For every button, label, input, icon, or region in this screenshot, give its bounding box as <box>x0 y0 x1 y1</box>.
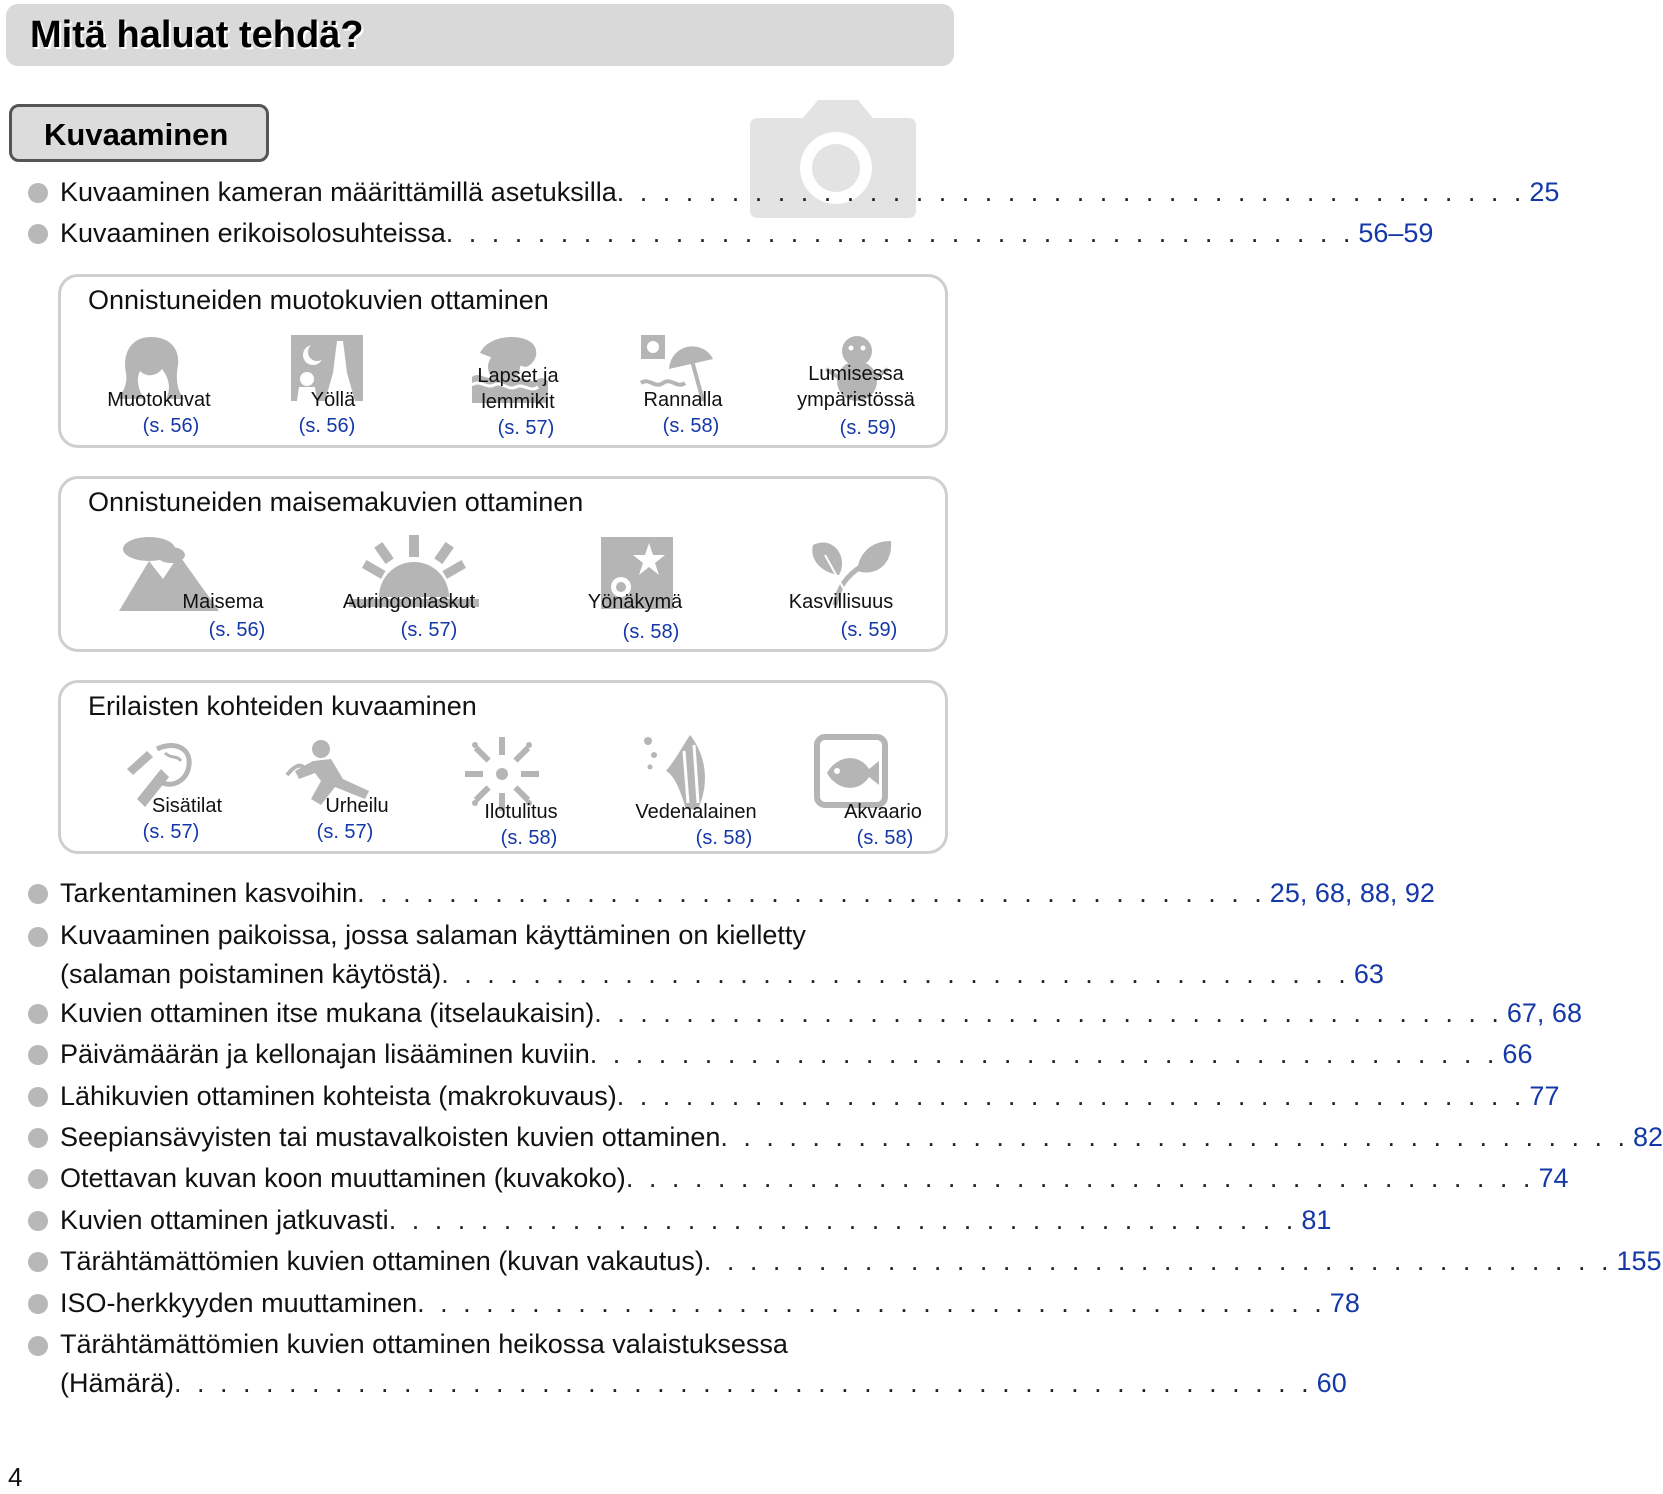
entry-text-line1: Kuvaaminen paikoissa, jossa salaman käyttäminen on kielletty <box>60 920 806 950</box>
entry-text: Kuvien ottaminen jatkuvasti <box>60 1205 389 1235</box>
scene-page-ref[interactable]: (s. 59) <box>839 417 897 439</box>
bullet-icon <box>28 1336 48 1356</box>
entry-page-link[interactable]: 56–59 <box>1358 218 1434 248</box>
entry-page-link[interactable]: 82 <box>1633 1122 1663 1152</box>
scene-label: Ilotulitus <box>484 801 558 823</box>
entry-face-detection <box>28 873 1435 914</box>
scene-foliage[interactable] <box>761 535 921 641</box>
entry-macro <box>28 1076 1560 1117</box>
scene-label: Vedenalainen <box>635 801 757 823</box>
entry-image-size <box>28 1158 1569 1199</box>
entry-low-light <box>28 1325 1347 1404</box>
entry-text: Kuvien ottaminen itse mukana (itselaukaisin) <box>60 998 595 1028</box>
scene-snow[interactable] <box>776 333 936 439</box>
scene-landscape[interactable] <box>121 535 281 641</box>
panel-heading: Erilaisten kohteiden kuvaaminen <box>88 691 477 721</box>
scene-beach[interactable] <box>599 333 759 437</box>
entry-self-timer <box>28 993 1582 1034</box>
scene-page-ref[interactable]: (s. 57) <box>497 417 555 439</box>
scene-night[interactable] <box>241 333 401 437</box>
scene-label: Yöllä <box>310 389 356 411</box>
entry-page-link[interactable]: 67, 68 <box>1506 998 1582 1028</box>
scene-page-ref[interactable]: (s. 57) <box>316 821 374 843</box>
panel-heading: Onnistuneiden maisemakuvien ottaminen <box>88 487 584 517</box>
scene-label: Muotokuvat <box>107 389 211 411</box>
entry-text: (Hämärä) <box>60 1368 175 1398</box>
entry-text: Tärähtämättömien kuvien ottaminen (kuvan vakautus) <box>60 1246 704 1276</box>
scene-page-ref[interactable]: (s. 56) <box>298 415 356 437</box>
entry-page-link[interactable]: 74 <box>1538 1163 1569 1193</box>
scene-page-ref[interactable]: (s. 57) <box>400 619 458 641</box>
entry-text-line1: Tärähtämättömien kuvien ottaminen heikossa valaistuksessa <box>60 1329 788 1359</box>
entry-text: Kuvaaminen kameran määrittämillä asetuksilla <box>60 177 617 207</box>
entry-special-conditions <box>28 213 1434 254</box>
scene-night-scene[interactable] <box>561 535 721 643</box>
leader-dots: . . . . . . . . . . . . . . . . . . . . . . . . . . . . . . . . . . . . . . . . <box>625 1163 1535 1193</box>
entry-page-link[interactable]: 78 <box>1329 1288 1360 1318</box>
scene-label: Lumisessa ympäristössä <box>797 363 915 411</box>
entry-iso <box>28 1283 1360 1324</box>
panel-portraits <box>58 274 948 448</box>
scene-label: Maisema <box>182 591 264 613</box>
leader-dots: . . . . . . . . . . . . . . . . . . . . . . . . . . . . . . . . . . . . . . . . . . . . . . . . . . <box>174 1368 1313 1398</box>
scene-page-ref[interactable]: (s. 58) <box>500 827 558 849</box>
scene-page-ref[interactable]: (s. 58) <box>856 827 914 849</box>
scene-page-ref[interactable]: (s. 57) <box>142 821 200 843</box>
entry-text: Lähikuvien ottaminen kohteista (makrokuvaus) <box>60 1081 617 1111</box>
entry-flash-off <box>28 916 1384 995</box>
scene-label: Urheilu <box>325 795 389 817</box>
leader-dots: . . . . . . . . . . . . . . . . . . . . . . . . . . . . . . . . . . . . . . . . <box>445 218 1355 248</box>
title-bar <box>6 4 954 66</box>
entry-text: Seepiansävyisten tai mustavalkoisten kuvien ottaminen <box>60 1122 721 1152</box>
entry-text: Päivämäärän ja kellonajan lisääminen kuviin <box>60 1039 590 1069</box>
leader-dots: . . . . . . . . . . . . . . . . . . . . . . . . . . . . . . . . . . . . . . . . <box>417 1288 1326 1318</box>
entry-page-link[interactable]: 155 <box>1616 1246 1662 1276</box>
entry-text: (salaman poistaminen käytöstä) <box>60 959 442 989</box>
scene-page-ref[interactable]: (s. 56) <box>208 619 266 641</box>
scene-portrait[interactable] <box>71 333 231 437</box>
scene-label: Auringonlaskut <box>342 591 476 613</box>
entry-text: Tarkentaminen kasvoihin <box>60 878 358 908</box>
panel-landscapes <box>58 476 948 652</box>
scene-indoor[interactable] <box>111 739 271 843</box>
entry-text: Kuvaaminen erikoisolosuhteissa <box>60 218 446 248</box>
entry-page-link[interactable]: 66 <box>1502 1039 1533 1069</box>
scene-kids-pets[interactable] <box>436 333 596 439</box>
panel-special-subjects <box>58 680 948 854</box>
entry-auto-mode <box>28 172 1560 213</box>
entry-date-stamp <box>28 1034 1533 1075</box>
scene-aquarium[interactable] <box>791 739 951 849</box>
scene-page-ref[interactable]: (s. 58) <box>662 415 720 437</box>
scene-page-ref[interactable]: (s. 58) <box>622 621 680 643</box>
page-number: 4 <box>8 1462 23 1492</box>
scene-label: Lapset ja lemmikit <box>477 365 559 413</box>
leader-dots: . . . . . . . . . . . . . . . . . . . . . . . . . . . . . . . . . . . . . . . . <box>589 1039 1499 1069</box>
scene-label: Akvaario <box>844 801 922 823</box>
scene-underwater[interactable] <box>616 739 776 849</box>
entry-continuous <box>28 1200 1332 1241</box>
leader-dots: . . . . . . . . . . . . . . . . . . . . . . . . . . . . . . . . . . . . . . . . <box>703 1246 1613 1276</box>
scene-fireworks[interactable] <box>441 739 601 849</box>
leader-dots: . . . . . . . . . . . . . . . . . . . . . . . . . . . . . . . . . . . . . . . . <box>616 1081 1526 1111</box>
panel-heading: Onnistuneiden muotokuvien ottaminen <box>88 285 549 315</box>
scene-page-ref[interactable]: (s. 56) <box>142 415 200 437</box>
leader-dots: . . . . . . . . . . . . . . . . . . . . . . . . . . . . . . . . . . . . . . . . <box>720 1122 1629 1152</box>
aquarium-icon <box>813 733 889 809</box>
scene-sports[interactable] <box>271 739 431 843</box>
page-title: Mitä haluat tehdä? <box>30 14 364 56</box>
scene-page-ref[interactable]: (s. 58) <box>695 827 753 849</box>
entry-text: ISO-herkkyyden muuttaminen <box>60 1288 418 1318</box>
leader-dots: . . . . . . . . . . . . . . . . . . . . . . . . . . . . . . . . . . . . . . . . <box>594 998 1503 1028</box>
entry-text: Otettavan kuvan koon muuttaminen (kuvakoko) <box>60 1163 626 1193</box>
entry-image-stabilizer <box>28 1241 1662 1282</box>
scene-label: Yönäkymä <box>587 591 683 613</box>
scene-page-ref[interactable]: (s. 59) <box>840 619 898 641</box>
bullet-icon <box>28 927 48 947</box>
leader-dots: . . . . . . . . . . . . . . . . . . . . . . . . . . . . . . . . . . . . . . . . <box>616 177 1526 207</box>
entry-page-link[interactable]: 60 <box>1316 1368 1347 1398</box>
entry-page-link[interactable]: 77 <box>1529 1081 1560 1111</box>
leader-dots: . . . . . . . . . . . . . . . . . . . . . . . . . . . . . . . . . . . . . . . . <box>357 878 1266 908</box>
entry-page-link[interactable]: 25 <box>1529 177 1560 207</box>
scene-label: Kasvillisuus <box>788 591 894 613</box>
scene-label: Sisätilat <box>151 795 223 817</box>
entry-page-link[interactable]: 25, 68, 88, 92 <box>1269 878 1435 908</box>
section-tab-label: Kuvaaminen <box>44 117 229 152</box>
scene-label: Rannalla <box>643 389 723 411</box>
leader-dots: . . . . . . . . . . . . . . . . . . . . . . . . . . . . . . . . . . . . . . . . <box>388 1205 1298 1235</box>
section-tab <box>9 104 269 162</box>
entry-page-link[interactable]: 63 <box>1353 959 1384 989</box>
scene-sunset[interactable] <box>329 535 489 641</box>
entry-page-link[interactable]: 81 <box>1301 1205 1332 1235</box>
entry-sepia-bw <box>28 1117 1663 1158</box>
leader-dots: . . . . . . . . . . . . . . . . . . . . . . . . . . . . . . . . . . . . . . . . <box>441 959 1350 989</box>
